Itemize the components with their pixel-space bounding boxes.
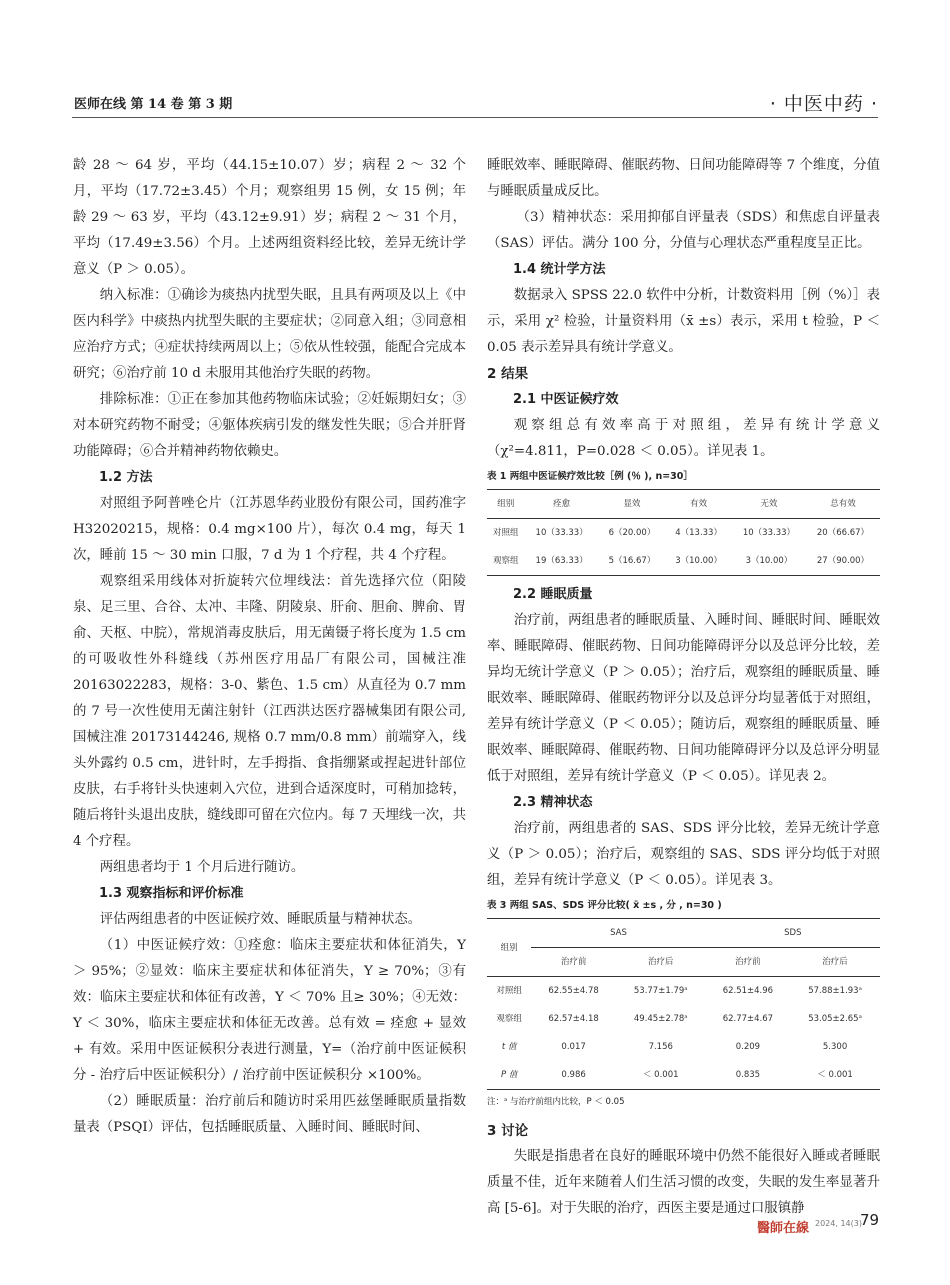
- table-cell: 62.51±4.96: [722, 986, 774, 996]
- table-cell: 49.45±2.78ᵃ: [633, 1014, 688, 1024]
- table-header: 治疗前: [706, 948, 790, 977]
- paragraph: 数据录入 SPSS 22.0 软件中分析，计数资料用［例（%）］表示，采用 χ² 检验，计量资料用（x̄ ±s）表示，采用 t 检验，P ＜ 0.05 表示差异具有统计学意义。: [487, 288, 880, 355]
- table-cell: 3（10.00）: [745, 556, 793, 566]
- table-header: 有效: [665, 490, 732, 519]
- table-header: 痊愈: [525, 490, 599, 519]
- right-column: [487, 153, 880, 1222]
- table-row: [487, 1033, 880, 1061]
- table3-note: 注：ᵃ 与治疗前组内比较，P ＜ 0.05: [487, 1097, 625, 1107]
- paragraph: （2）睡眠质量：治疗前后和随访时采用匹兹堡睡眠质量指数量表（PSQI）评估，包括睡眠质量、入睡时间、睡眠时间、: [73, 1094, 466, 1135]
- section-heading: 1.2 方法: [99, 470, 153, 485]
- table-cell: 对照组: [493, 528, 519, 538]
- table-cell: 3（10.00）: [675, 556, 722, 566]
- table1: [487, 489, 880, 576]
- table-cell: ＜ 0.001: [642, 1070, 679, 1080]
- table-row: [487, 547, 880, 576]
- table-header: 总有效: [806, 490, 880, 519]
- table-cell: 4（13.33）: [675, 528, 722, 538]
- paragraph: 治疗前，两组患者的睡眠质量、入睡时间、睡眠时间、睡眠效率、睡眠障碍、催眠药物、日间功能障碍评分以及总评分比较，差异均无统计学意义（P ＞ 0.05）；治疗后，观察组的睡眠质量、睡眠效率、睡眠障碍、催眠药物评分以及总评分均显著低于对照组，差异有统计学意义（P ＜ 0.05）；随访后，观察组的睡眠质量、睡眠效率、睡眠障碍、催眠药物、日间功能障碍评分以及总评分明显低于对照组，差异有统计学意义（P ＜ 0.05）。详见表 2。: [487, 613, 880, 784]
- table-cell: P 值: [501, 1070, 518, 1080]
- paragraph: 对照组予阿普唑仑片（江苏恩华药业股份有限公司，国药准字 H32020215，规格：0.4 mg×100 片），每次 0.4 mg，每天 1 次，睡前 15 ～ 30 min 口服，7 d 为 1 个疗程，共 4 个疗程。: [73, 496, 466, 563]
- table-header-row: [487, 919, 880, 948]
- paragraph: 观察组采用线体对折旋转穴位埋线法：首先选择穴位（阳陵泉、足三里、合谷、太冲、丰隆、阴陵泉、肝俞、胆俞、脾俞、胃俞、天枢、中脘），常规消毒皮肤后，用无菌镊子将长度为 1.5 cm 的可吸收性外科缝线（苏州医疗用品厂有限公司，国械注准 20163022283，规格：3-0、紫色、1.5 cm）从直径为 0.7 mm 的 7 号一次性使用无菌注射针（江西洪达医疗器械集团有限公司, 国械注准 20173144246, 规格 0.7 mm/0.8 mm）前端穿入，线头外露约 0.5 cm，进针时，左手拇指、食指绷紧或捏起进针部位皮肤，右手将针头快速刺入穴位，进到合适深度时，可稍加捻转，随后将针头退出皮肤，缝线即可留在穴位内。每 7 天埋线一次，共 4 个疗程。: [73, 574, 466, 849]
- section-title: · 中医中药 ·: [769, 93, 878, 115]
- footer-brand-logo: 醫師在線: [757, 1221, 810, 1236]
- table-cell: 10（33.33）: [742, 528, 796, 538]
- table-header: 显效: [599, 490, 666, 519]
- table-cell: 7.156: [648, 1042, 673, 1052]
- table-header-row: [487, 490, 880, 519]
- header-divider: [72, 117, 878, 118]
- table3-caption: 表 3 两组 SAS、SDS 评分比较( x̄ ±s , 分 , n=30 ): [487, 900, 722, 911]
- paragraph: 评估两组患者的中医证候疗效、睡眠质量与精神状态。: [99, 912, 422, 927]
- table-cell: ＜ 0.001: [817, 1070, 853, 1080]
- paragraph: 睡眠效率、睡眠障碍、催眠药物、日间功能障碍等 7 个维度，分值与睡眠质量成反比。: [487, 158, 880, 199]
- table-cell: t 值: [501, 1042, 517, 1052]
- table-header: 组别: [487, 919, 531, 977]
- paragraph: 排除标准：①正在参加其他药物临床试验；②妊娠期妇女；③对本研究药物不耐受；④躯体疾病引发的继发性失眠；⑤合并肝肾功能障碍；⑥合并精神药物依赖史。: [73, 392, 466, 459]
- table-cell: 5（16.67）: [608, 556, 656, 566]
- table-header: SDS: [706, 919, 880, 948]
- table-row: [487, 977, 880, 1006]
- table-cell: 观察组: [493, 556, 519, 566]
- table-cell: 10（33.33）: [535, 528, 588, 538]
- table-cell: 6（20.00）: [608, 528, 656, 538]
- paragraph: 纳入标准：①确诊为痰热内扰型失眠，且具有两项及以上《中医内科学》中痰热内扰型失眠的主要症状；②同意入组；③同意相应治疗方式；④症状持续两周以上；⑤依从性较强，能配合完成本研究；⑥治疗前 10 d 未服用其他治疗失眠的药物。: [73, 288, 466, 381]
- table-cell: 0.986: [561, 1070, 586, 1080]
- table-cell: 0.209: [735, 1042, 761, 1052]
- table-header-row: [487, 948, 880, 977]
- table-header: 治疗后: [616, 948, 706, 977]
- paragraph: 龄 28 ～ 64 岁，平均（44.15±10.07）岁；病程 2 ～ 32 个月，平均（17.72±3.45）个月；观察组男 15 例，女 15 例；年龄 29 ～ 63 岁，平均（43.12±9.91）岁；病程 2 ～ 31 个月，平均（17.49±3.56）个月。上述两组资料经比较，差异无统计学意义（P ＞ 0.05）。: [73, 158, 466, 277]
- table-cell: 对照组: [496, 986, 522, 996]
- table-cell: 62.77±4.67: [722, 1014, 774, 1024]
- page-number: 79: [860, 1211, 880, 1229]
- section-heading: 1.4 统计学方法: [513, 262, 606, 277]
- table-cell: 5.300: [822, 1042, 848, 1052]
- table-cell: 27（90.00）: [816, 556, 870, 566]
- table-row: [487, 519, 880, 548]
- paragraph: 治疗前，两组患者的 SAS、SDS 评分比较，差异无统计学意义（P ＞ 0.05）；治疗后，观察组的 SAS、SDS 评分均低于对照组，差异有统计学意义（P ＜ 0.05）。详见表 3。: [487, 821, 880, 888]
- table-header: 组别: [487, 490, 525, 519]
- paragraph: （1）中医证候疗效：①痊愈：临床主要症状和体征消失，Y ＞ 95%；②显效：临床主要症状和体征消失，Y ≥ 70%；③有效：临床主要症状和体征有改善，Y ＜ 70% 且≥ 30%；④无效：Y ＜ 30%，临床主要症状和体征无改善。总有效 = 痊愈 + 显效 + 有效。采用中医证候积分表进行测量，Y=（治疗前中医证候积分 - 治疗后中医证候积分）/ 治疗前中医证候积分 ×100%。: [73, 938, 466, 1083]
- table-header: 无效: [732, 490, 806, 519]
- section-heading: 2.3 精神状态: [513, 795, 593, 810]
- footer-issue: 2024, 14(3): [815, 1219, 862, 1228]
- table-cell: 20（66.67）: [816, 528, 870, 538]
- paragraph: 观察组总有效率高于对照组，差异有统计学意义（χ²=4.811，P=0.028 ＜ 0.05）。详见表 1。: [487, 418, 880, 459]
- section-heading: 2.1 中医证候疗效: [513, 392, 619, 407]
- table-row: [487, 1005, 880, 1033]
- table-cell: 0.835: [735, 1070, 761, 1080]
- table-cell: 57.88±1.93ᵃ: [808, 986, 862, 996]
- section-heading: 2 结果: [487, 366, 529, 382]
- section-heading: 1.3 观察指标和评价标准: [99, 886, 244, 901]
- paragraph: 失眠是指患者在良好的睡眠环境中仍然不能很好入睡或者睡眠质量不佳，近年来随着人们生活习惯的改变，失眠的发生率显著升高 [5-6]。对于失眠的治疗，西医主要是通过口服镇静: [487, 1149, 880, 1216]
- table-cell: 观察组: [496, 1014, 522, 1024]
- section-heading: 3 讨论: [487, 1123, 529, 1139]
- table-header: 治疗后: [790, 948, 880, 977]
- table-row: [487, 1061, 880, 1090]
- table-header: 治疗前: [531, 948, 615, 977]
- table-cell: 53.05±2.65ᵃ: [808, 1014, 862, 1024]
- table-cell: 53.77±1.79ᵃ: [633, 986, 688, 996]
- table-cell: 62.57±4.18: [548, 1014, 599, 1024]
- section-heading: 2.2 睡眠质量: [513, 587, 593, 602]
- table-cell: 19（63.33）: [535, 556, 588, 566]
- table-header: SAS: [531, 919, 705, 948]
- table1-caption: 表 1 两组中医证候疗效比较［例 (％ ), n=30］: [487, 471, 693, 482]
- journal-header: 医师在线 第 14 卷 第 3 期: [74, 97, 233, 112]
- left-column: [73, 153, 466, 1141]
- table3: [487, 918, 880, 1090]
- paragraph: 两组患者均于 1 个月后进行随访。: [99, 860, 305, 875]
- paragraph: （3）精神状态：采用抑郁自评量表（SDS）和焦虑自评量表（SAS）评估。满分 100 分，分值与心理状态严重程度呈正比。: [487, 210, 880, 251]
- table-cell: 0.017: [561, 1042, 586, 1052]
- table-cell: 62.55±4.78: [548, 986, 599, 996]
